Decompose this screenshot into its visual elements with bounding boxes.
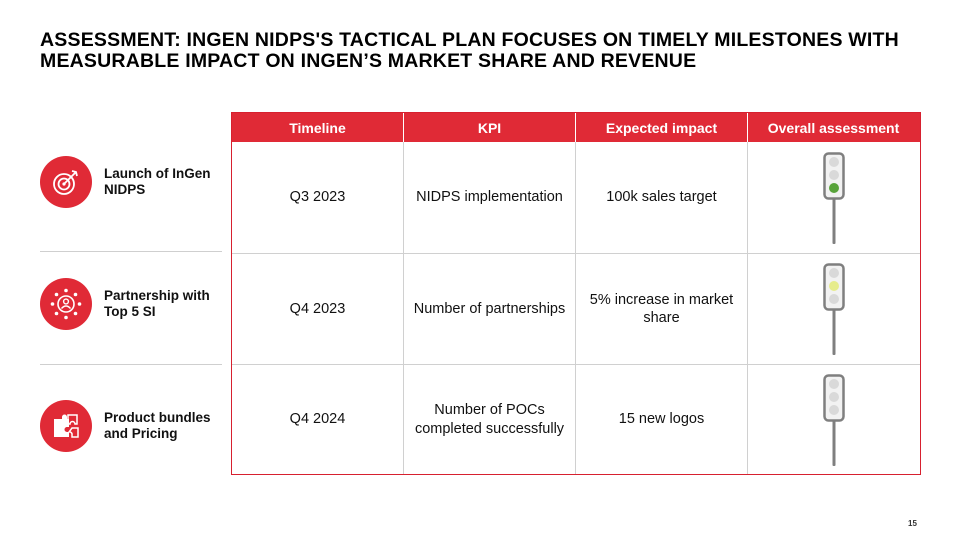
header-expected-impact: Expected impact bbox=[576, 113, 748, 142]
traffic-light-green-icon bbox=[823, 152, 845, 244]
page-number: 15 bbox=[908, 519, 917, 528]
slide-title: ASSESSMENT: INGEN NIDPS'S TACTICAL PLAN FOCUSES ON TIMELY MILESTONES WITH MEASURABLE IMPACT ON INGEN’S MARKET SHARE AND REVENUE bbox=[40, 29, 899, 72]
row-label-partnership bbox=[40, 278, 222, 330]
cell-assessment bbox=[748, 365, 919, 474]
target-icon bbox=[40, 156, 92, 208]
cell-timeline: Q4 2023 bbox=[232, 254, 404, 364]
cell-kpi: NIDPS implementation bbox=[404, 142, 576, 253]
puzzle-pieces-icon bbox=[40, 400, 92, 452]
traffic-light-yellow-icon bbox=[823, 263, 845, 355]
cell-impact: 5% increase in market share bbox=[576, 254, 748, 364]
row-text-partnership: Partnership with Top 5 SI bbox=[104, 288, 210, 319]
cell-assessment bbox=[748, 254, 919, 364]
row-label-bundles bbox=[40, 400, 222, 452]
traffic-light-off-icon bbox=[823, 374, 845, 466]
cell-impact: 100k sales target bbox=[576, 142, 748, 253]
table-row bbox=[232, 142, 920, 253]
cell-timeline: Q4 2024 bbox=[232, 365, 404, 474]
assessment-table bbox=[231, 112, 921, 475]
table-row bbox=[232, 364, 920, 474]
network-people-icon bbox=[40, 278, 92, 330]
header-timeline: Timeline bbox=[232, 113, 404, 142]
cell-impact: 15 new logos bbox=[576, 365, 748, 474]
table-row bbox=[232, 253, 920, 364]
cell-kpi: Number of POCs completed successfully bbox=[404, 365, 576, 474]
header-overall-assessment: Overall assessment bbox=[767, 119, 900, 136]
row-separator bbox=[40, 251, 222, 252]
cell-timeline: Q3 2023 bbox=[232, 142, 404, 253]
row-label-launch bbox=[40, 156, 222, 208]
cell-assessment bbox=[748, 142, 919, 253]
header-kpi: KPI bbox=[404, 113, 576, 142]
cell-kpi: Number of partnerships bbox=[404, 254, 576, 364]
row-separator bbox=[40, 364, 222, 365]
row-text-launch: Launch of InGen NIDPS bbox=[104, 166, 211, 197]
table-header bbox=[232, 113, 920, 142]
row-text-bundles: Product bundles and Pricing bbox=[104, 410, 211, 441]
